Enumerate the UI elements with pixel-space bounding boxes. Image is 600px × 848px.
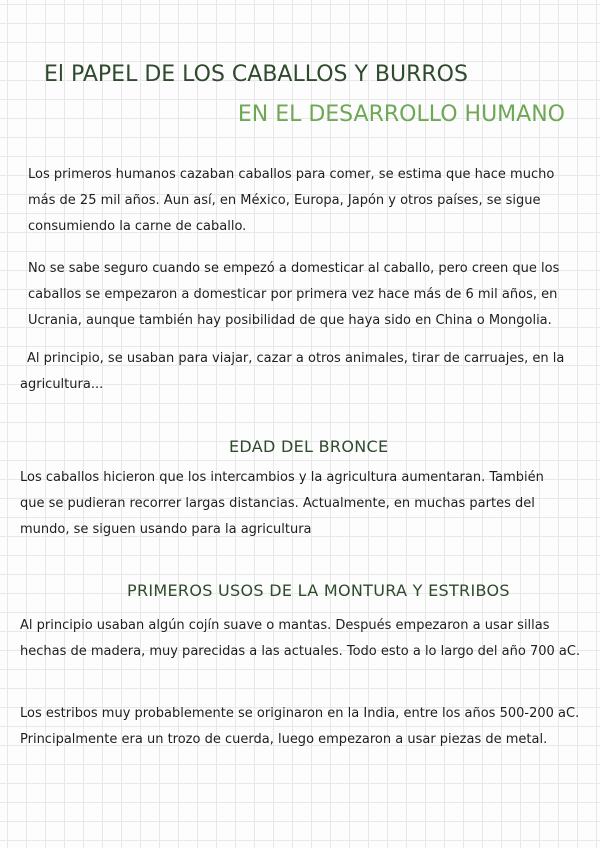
title-line-2: EN EL DESARROLLO HUMANO xyxy=(237,102,565,127)
intro-paragraph-1: Los primeros humanos cazaban caballos para comer, se estima que hace mucho más de 25 mil años. Aun así, en México, Europa, Japón y otros países, se sigue consumiendo la carne de caballo. xyxy=(28,167,555,234)
stirrups-paragraph: Los estribos muy probablemente se originaron en la India, entre los años 500-200 aC. Principalmente era un trozo de cuerda, luego empezaron a usar piezas de metal. xyxy=(20,706,580,747)
title-line-1: El PAPEL DE LOS CABALLOS Y BURROS xyxy=(44,62,468,87)
intro-paragraph-3: Al principio, se usaban para viajar, cazar a otros animales, tirar de carruajes, en la agricultura... xyxy=(20,351,565,392)
section-heading-bronze-age: EDAD DEL BRONCE xyxy=(229,437,389,456)
bronze-age-paragraph: Los caballos hicieron que los intercambios y la agricultura aumentaran. También que se pudieran recorrer largas distancias. Actualmente, en muchas partes del mundo, se siguen usando para la agricultura xyxy=(20,470,544,537)
intro-paragraph-2: No se sabe seguro cuando se empezó a domesticar al caballo, pero creen que los caballos se empezaron a domesticar por primera vez hace más de 6 mil años, en Ucrania, aunque también hay posibilidad de que haya sido en China o Mongolia. xyxy=(28,261,560,328)
section-heading-saddle-stirrups: PRIMEROS USOS DE LA MONTURA Y ESTRIBOS xyxy=(127,581,510,600)
saddle-paragraph: Al principio usaban algún cojín suave o mantas. Después empezaron a usar sillas hechas de madera, muy parecidas a las actuales. Todo esto a lo largo del año 700 aC. xyxy=(20,618,581,659)
